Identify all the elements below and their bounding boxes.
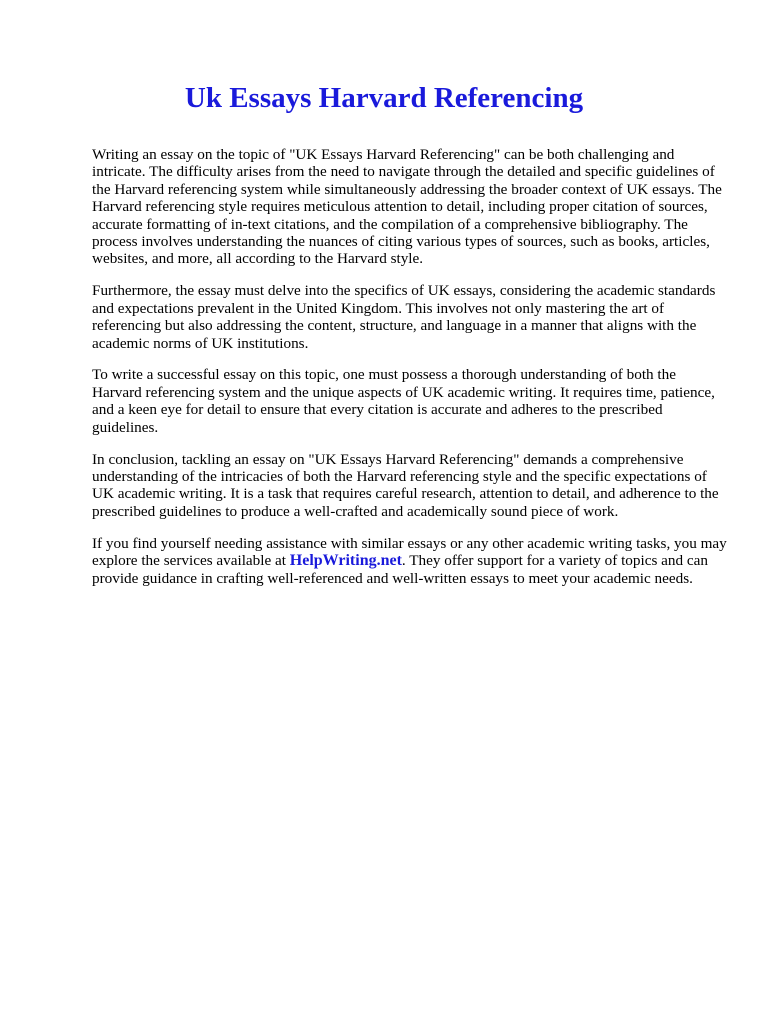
paragraph-5-after-link: . They offer support for a variety of topics and can provide guidance in crafting well-referenced and well-written essays to meet your academic needs. [92,552,708,587]
paragraph-4: In conclusion, tackling an essay on "UK Essays Harvard Referencing" demands a comprehensive understanding of the intricacies of both the Harvard referencing style and the specific expectations of UK academic writing. It is a task that requires careful research, attention to detail, and adherence to the prescribed guidelines to produce a well-crafted and academically sound piece of work. [92,450,719,520]
paragraph-5-before-link: If you find yourself needing assistance with similar essays or any other academic writing tasks, you may explore the services available at [92,534,727,570]
paragraph-2: Furthermore, the essay must delve into the specifics of UK essays, considering the academic standards and expectations prevalent in the United Kingdom. This involves not only mastering the art of referencing but also addressing the content, structure, and language in a manner that aligns with the academic norms of UK institutions. [92,282,716,352]
helpwriting-link[interactable]: HelpWriting.net [289,552,402,570]
paragraph-3: To write a successful essay on this topic, one must possess a thorough understanding of both the Harvard referencing system and the unique aspects of UK academic writing. It requires time, patience, and a keen eye for detail to ensure that every citation is accurate and adheres to the prescribed guidelines. [92,366,715,436]
document-body [92,146,728,601]
paragraph-1: Writing an essay on the topic of "UK Essays Harvard Referencing" can be both challenging and intricate. The difficulty arises from the need to navigate through the detailed and specific guidelines of the Harvard referencing system while simultaneously addressing the broader context of UK essays. The Harvard referencing style requires meticulous attention to detail, including proper citation of sources, accurate formatting of in-text citations, and the compilation of a comprehensive bibliography. The process involves understanding the nuances of citing various types of sources, such as books, articles, websites, and more, all according to the Harvard style. [92,146,722,268]
paragraph-5 [92,535,728,587]
document-title: Uk Essays Harvard Referencing [184,82,584,114]
